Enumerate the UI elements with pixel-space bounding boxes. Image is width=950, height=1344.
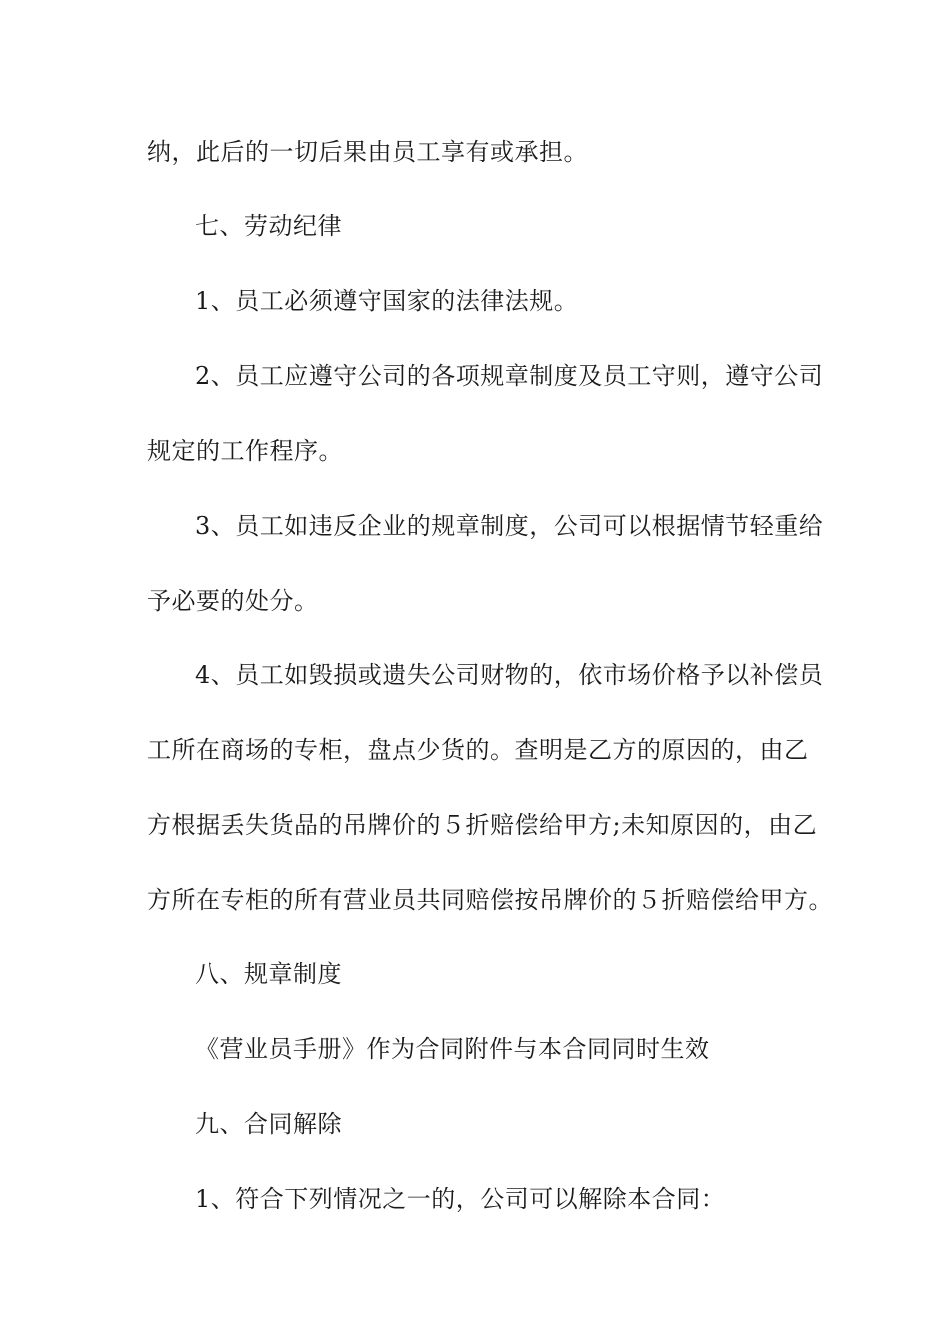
paragraph-line: 1、员工必须遵守国家的法律法规。 bbox=[195, 287, 579, 315]
section-heading: 八、规章制度 bbox=[195, 960, 342, 988]
paragraph-line: 方所在专柜的所有营业员共同赔偿按吊牌价的５折赔偿给甲方。 bbox=[147, 886, 833, 914]
paragraph-line: 方根据丢失货品的吊牌价的５折赔偿给甲方;未知原因的，由乙 bbox=[147, 811, 818, 839]
paragraph-line: 4、员工如毁损或遗失公司财物的，依市场价格予以补偿员 bbox=[195, 661, 824, 689]
paragraph-line: 规定的工作程序。 bbox=[147, 437, 343, 465]
paragraph-line: 2、员工应遵守公司的各项规章制度及员工守则，遵守公司 bbox=[195, 362, 824, 390]
paragraph-line: 3、员工如违反企业的规章制度，公司可以根据情节轻重给 bbox=[195, 512, 824, 540]
paragraph-line: 纳，此后的一切后果由员工享有或承担。 bbox=[147, 138, 588, 166]
paragraph-line: 《营业员手册》作为合同附件与本合同同时生效 bbox=[195, 1035, 710, 1063]
paragraph-line: 予必要的处分。 bbox=[147, 587, 319, 615]
section-heading: 九、合同解除 bbox=[195, 1110, 342, 1138]
paragraph-line: 1、符合下列情况之一的，公司可以解除本合同： bbox=[195, 1185, 726, 1213]
section-heading: 七、劳动纪律 bbox=[195, 212, 342, 240]
paragraph-line: 工所在商场的专柜，盘点少货的。查明是乙方的原因的，由乙 bbox=[147, 736, 809, 764]
